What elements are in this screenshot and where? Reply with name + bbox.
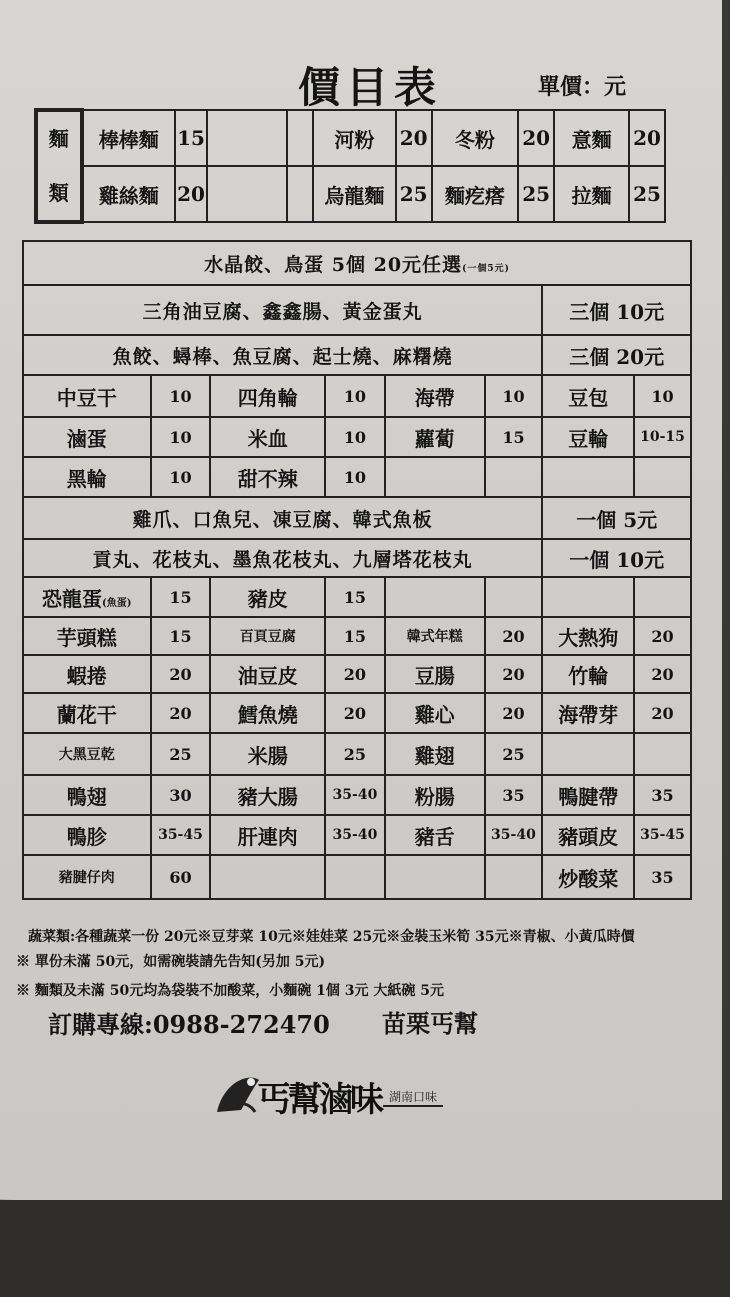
item-name: 鴨胗 <box>23 815 151 855</box>
item-price: 15 <box>485 417 543 457</box>
item-name <box>385 457 485 497</box>
noodle-price: 20 <box>629 110 665 166</box>
dumpling-promo: 水晶餃、鳥蛋 5個 20元任選(一個5元) <box>23 241 691 285</box>
dino-note: (魚蛋) <box>102 597 132 609</box>
menu-row <box>23 855 691 899</box>
item-name: 海帶 <box>385 375 485 417</box>
logo-text: 丐幫滷味 <box>257 1080 381 1120</box>
item-name: 鴨翅 <box>23 775 151 815</box>
item-price <box>634 457 691 497</box>
item-name: 豬皮 <box>210 577 325 617</box>
brand-logo <box>213 1066 453 1120</box>
item-name: 米血 <box>210 417 325 457</box>
bowl-note: ※ 單份未滿 50元，如需碗裝請先告知(另加 5元) <box>16 954 326 970</box>
item-price: 35 <box>485 775 543 815</box>
item-name: 雞心 <box>385 693 485 733</box>
promo-price: 三個 10元 <box>542 285 691 335</box>
item-price: 10 <box>325 457 385 497</box>
noodle-cell <box>287 110 313 166</box>
noodle-price: 25 <box>518 166 554 222</box>
item-price: 35-40 <box>325 775 385 815</box>
item-name: 炒酸菜 <box>542 855 634 899</box>
noodle-table <box>34 108 666 224</box>
item-price: 15 <box>151 577 211 617</box>
item-name: 鴨腱帶 <box>542 775 634 815</box>
item-price: 25 <box>151 733 211 775</box>
item-price: 10 <box>151 457 211 497</box>
item-name: 豆輪 <box>542 417 634 457</box>
noodle-cell: 麵疙瘩 <box>432 166 519 222</box>
menu-row <box>23 457 691 497</box>
item-price: 20 <box>325 693 385 733</box>
item-price: 35-40 <box>485 815 543 855</box>
item-name: 粉腸 <box>385 775 485 815</box>
item-name: 大熱狗 <box>542 617 634 655</box>
menu-row <box>23 733 691 775</box>
item-name: 恐龍蛋(魚蛋) <box>23 577 151 617</box>
noodle-cell: 冬粉 <box>432 110 519 166</box>
item-price: 10 <box>325 375 385 417</box>
item-price: 20 <box>634 655 691 693</box>
menu-row <box>23 577 691 617</box>
promo-price: 一個 10元 <box>542 539 691 577</box>
item-name: 黑輪 <box>23 457 151 497</box>
item-name: 韓式年糕 <box>385 617 485 655</box>
veg-note: 蔬菜類:各種蔬菜一份 20元※豆芽菜 10元※娃娃菜 25元※金裝玉米筍 35元※青椒、小黃瓜時價 <box>28 929 635 945</box>
item-price: 20 <box>485 617 543 655</box>
noodle-cell <box>287 166 313 222</box>
promo-line: 雞爪、口魚兒、凍豆腐、韓式魚板 <box>23 497 542 539</box>
noodle-cell: 烏龍麵 <box>313 166 396 222</box>
promo-price: 一個 5元 <box>542 497 691 539</box>
noodle-cell <box>207 110 287 166</box>
item-price: 10 <box>151 375 211 417</box>
item-name: 滷蛋 <box>23 417 151 457</box>
item-price: 20 <box>151 655 211 693</box>
menu-row <box>23 775 691 815</box>
item-price: 35-40 <box>325 815 385 855</box>
item-price <box>634 733 691 775</box>
item-name: 蘿蔔 <box>385 417 485 457</box>
table-surface <box>0 1200 730 1297</box>
item-price: 60 <box>151 855 211 899</box>
item-name: 四角輪 <box>210 375 325 417</box>
item-price: 35 <box>634 775 691 815</box>
item-price: 20 <box>634 617 691 655</box>
item-price: 10 <box>485 375 543 417</box>
item-price: 15 <box>151 617 211 655</box>
item-name: 米腸 <box>210 733 325 775</box>
item-name: 芋頭糕 <box>23 617 151 655</box>
item-name <box>385 855 485 899</box>
menu-row <box>23 655 691 693</box>
menu-row <box>23 417 691 457</box>
item-name: 豆腸 <box>385 655 485 693</box>
noodle-price: 25 <box>629 166 665 222</box>
item-price: 20 <box>325 655 385 693</box>
item-name: 油豆皮 <box>210 655 325 693</box>
item-name: 中豆干 <box>23 375 151 417</box>
item-price <box>485 577 543 617</box>
item-price: 20 <box>485 693 543 733</box>
item-price <box>485 457 543 497</box>
noodle-cell: 棒棒麵 <box>82 110 176 166</box>
item-name: 大黑豆乾 <box>23 733 151 775</box>
item-name: 甜不辣 <box>210 457 325 497</box>
item-name: 豬大腸 <box>210 775 325 815</box>
item-price: 30 <box>151 775 211 815</box>
item-name <box>542 577 634 617</box>
item-name: 豬頭皮 <box>542 815 634 855</box>
item-name <box>542 457 634 497</box>
item-price: 10 <box>325 417 385 457</box>
logo-subtitle: 湖南口味 <box>383 1088 443 1107</box>
item-price: 15 <box>325 617 385 655</box>
noodle-cell: 雞絲麵 <box>82 166 176 222</box>
item-name: 蘭花干 <box>23 693 151 733</box>
noodle-cell: 河粉 <box>313 110 396 166</box>
promo-line: 魚餃、蟳棒、魚豆腐、起士燒、麻糬燒 <box>23 335 542 375</box>
noodle-price: 20 <box>518 110 554 166</box>
grid-two <box>23 577 691 899</box>
item-price: 10 <box>634 375 691 417</box>
noodle-price: 25 <box>396 166 432 222</box>
noodle-cell: 拉麵 <box>554 166 629 222</box>
page-title: 價目表 <box>298 63 443 112</box>
menu-row <box>23 693 691 733</box>
promo-price: 三個 20元 <box>542 335 691 375</box>
order-hotline: 訂購專線:0988-272470 <box>48 1010 330 1039</box>
item-price: 35 <box>634 855 691 899</box>
menu-row <box>23 815 691 855</box>
item-price: 10 <box>151 417 211 457</box>
price-table <box>22 240 692 900</box>
item-name: 豬腱仔肉 <box>23 855 151 899</box>
noodle-category: 麵 類 <box>36 110 82 222</box>
item-name <box>210 855 325 899</box>
item-price <box>634 577 691 617</box>
item-price: 25 <box>485 733 543 775</box>
unit-label: 單價：元 <box>538 74 627 100</box>
item-price: 35-45 <box>634 815 691 855</box>
item-name <box>385 577 485 617</box>
item-name: 豆包 <box>542 375 634 417</box>
item-price: 10-15 <box>634 417 691 457</box>
noodle-cell <box>207 166 287 222</box>
item-price: 35-45 <box>151 815 211 855</box>
grid-one <box>23 375 691 497</box>
item-price: 20 <box>485 655 543 693</box>
item-name: 雞翅 <box>385 733 485 775</box>
item-name: 肝連肉 <box>210 815 325 855</box>
item-price: 25 <box>325 733 385 775</box>
shop-name: 苗栗丐幫 <box>382 1009 478 1038</box>
promo-line: 三角油豆腐、鑫鑫腸、黃金蛋丸 <box>23 285 542 335</box>
noodle-price: 15 <box>175 110 207 166</box>
item-price: 20 <box>151 693 211 733</box>
item-price: 20 <box>634 693 691 733</box>
noodle-cell: 意麵 <box>554 110 629 166</box>
item-name: 豬舌 <box>385 815 485 855</box>
item-name <box>542 733 634 775</box>
item-name: 海帶芽 <box>542 693 634 733</box>
noodle-price: 20 <box>175 166 207 222</box>
promo-line: 貢丸、花枝丸、墨魚花枝丸、九層塔花枝丸 <box>23 539 542 577</box>
item-name: 鱈魚燒 <box>210 693 325 733</box>
item-name: 蝦捲 <box>23 655 151 693</box>
menu-row <box>23 375 691 417</box>
item-name: 竹輪 <box>542 655 634 693</box>
menu-row <box>23 617 691 655</box>
item-price <box>325 855 385 899</box>
item-price: 15 <box>325 577 385 617</box>
bag-note: ※ 麵類及未滿 50元均為袋裝不加酸菜，小麵碗 1個 3元 大紙碗 5元 <box>16 983 444 999</box>
noodle-price: 20 <box>396 110 432 166</box>
item-price <box>485 855 543 899</box>
item-name: 百頁豆腐 <box>210 617 325 655</box>
